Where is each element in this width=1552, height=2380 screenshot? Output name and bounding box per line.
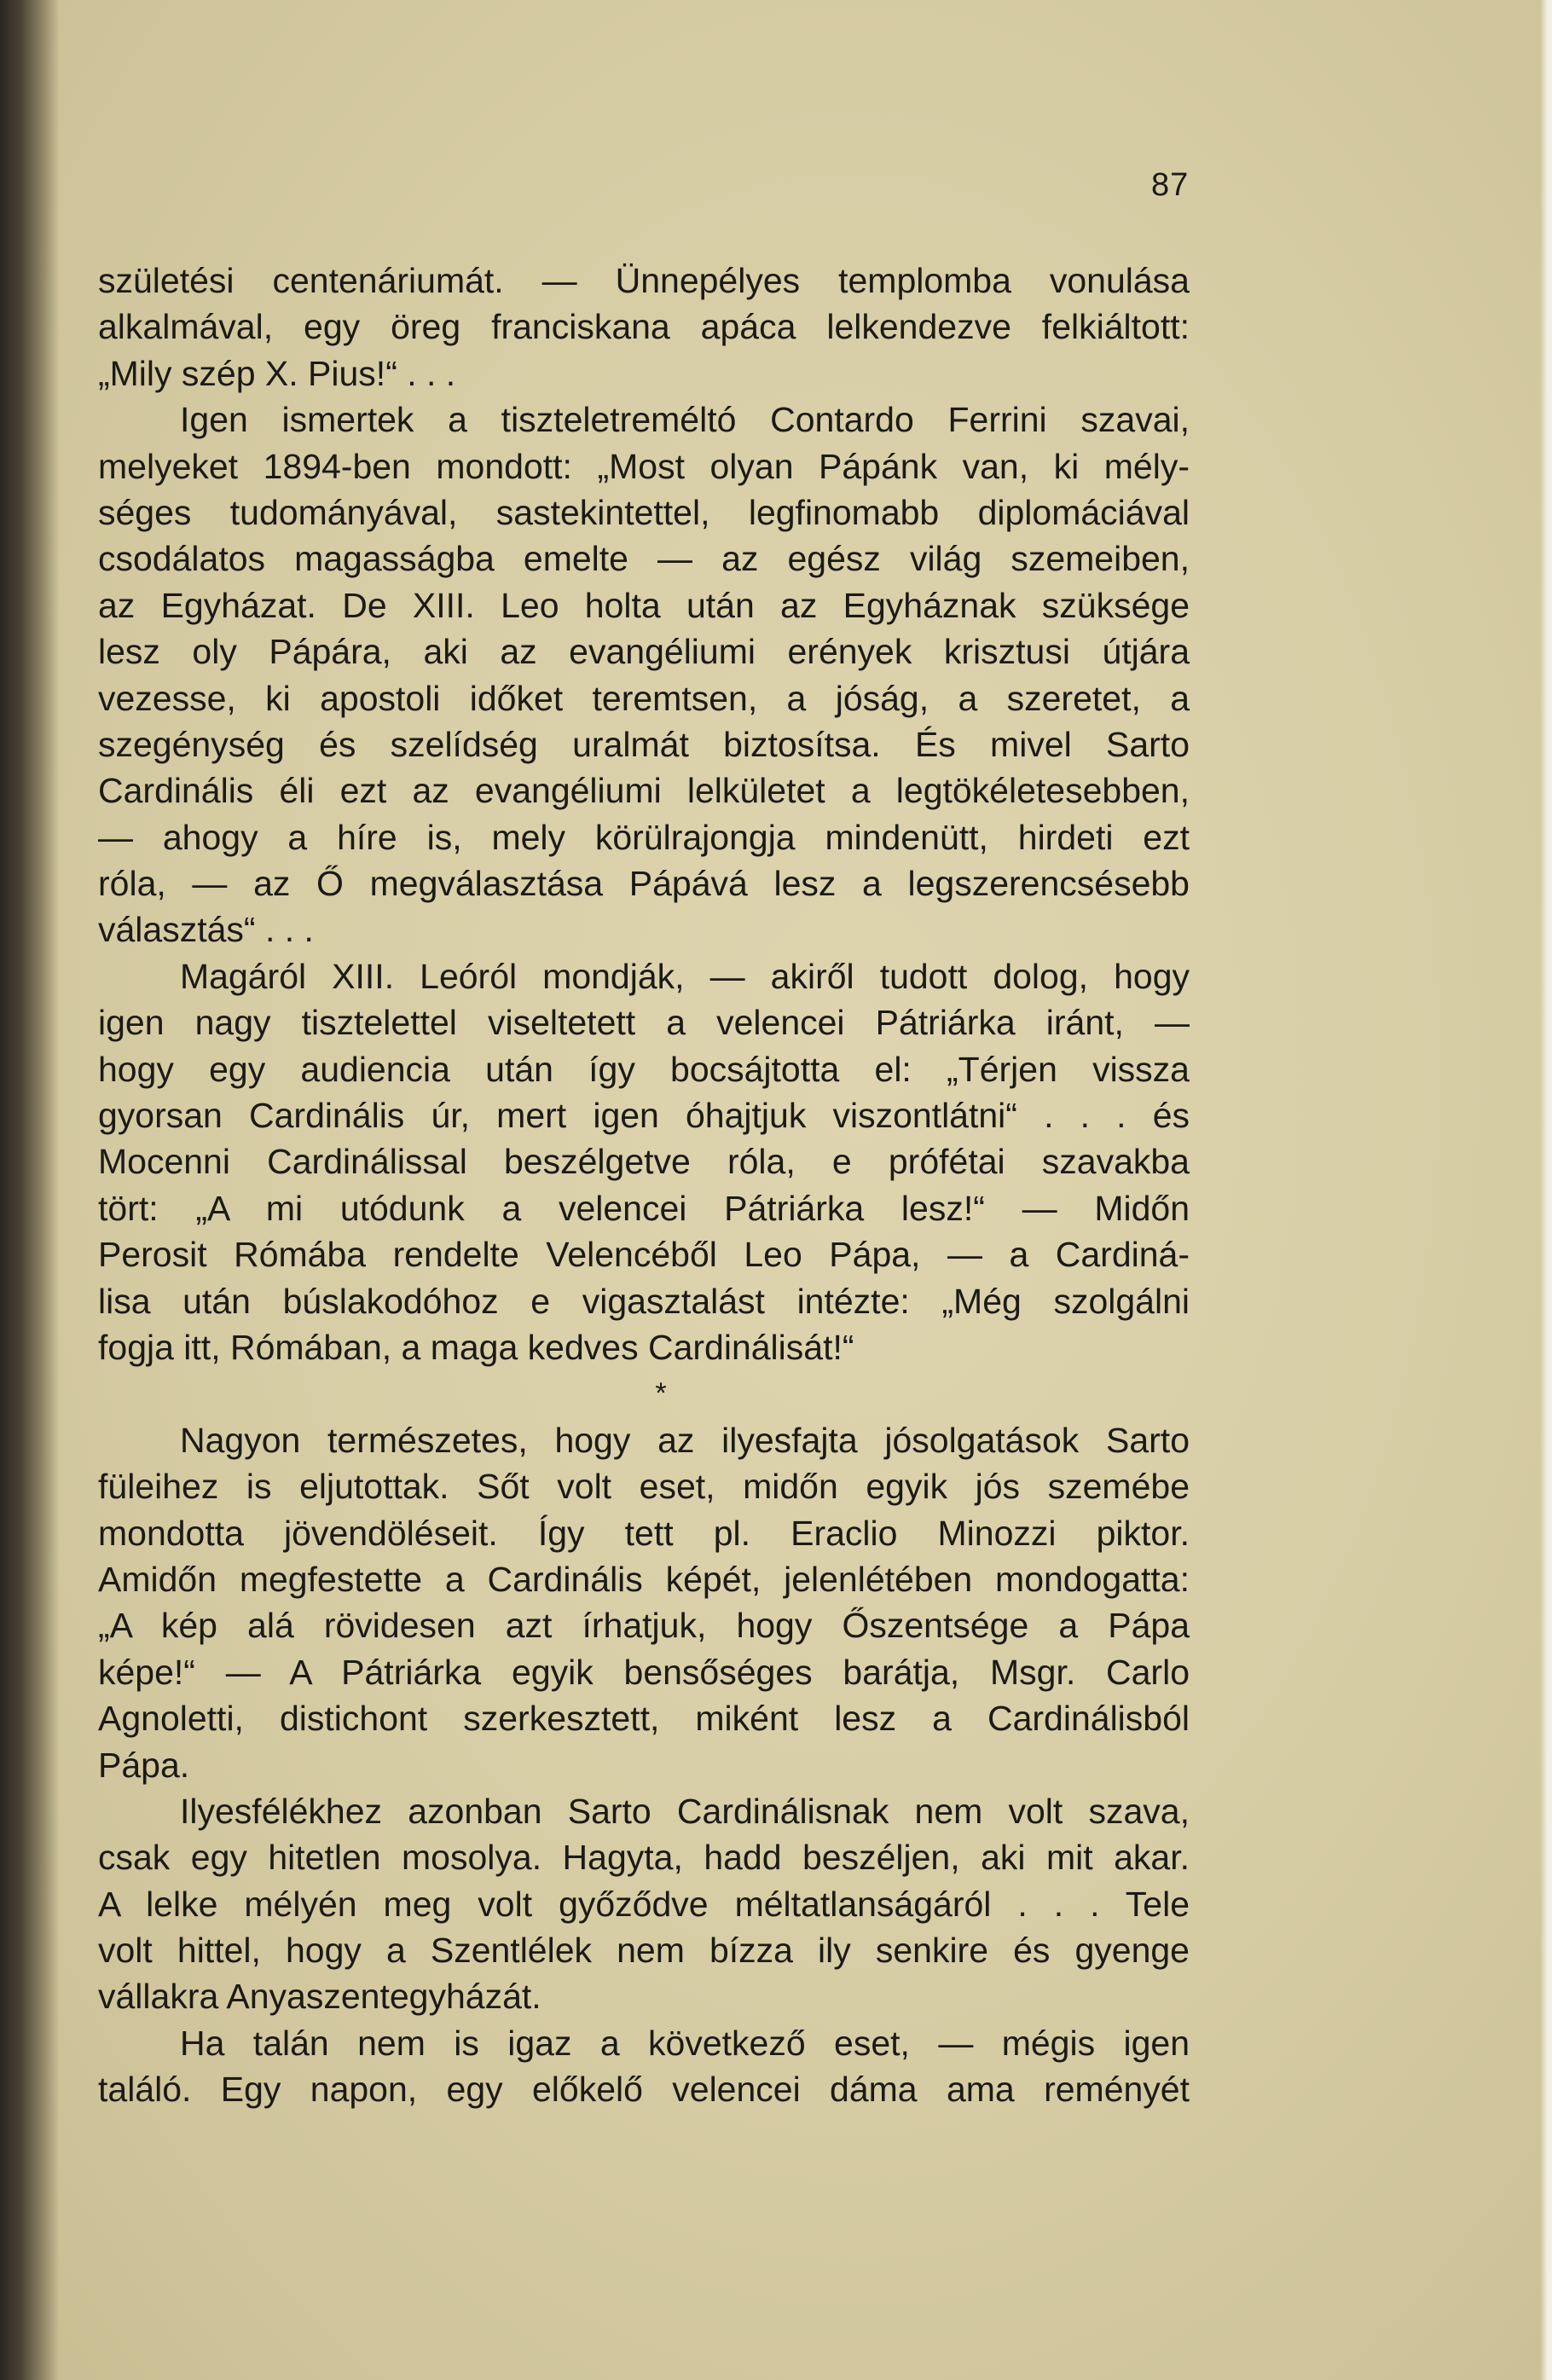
text-line: születési centenáriumát. — Ünnepélyes templomba vonulása <box>98 261 1190 300</box>
body-text <box>98 258 1190 2113</box>
page-edge <box>1540 0 1552 2380</box>
text-line: Ilyesfélékhez azonban Sarto Cardinálisnak nem volt szava, <box>180 1791 1190 1831</box>
text-line: gyorsan Cardinális úr, mert igen óhajtjuk viszontlátni“ . . . és <box>98 1096 1190 1136</box>
text-line: melyeket 1894-ben mondott: „Most olyan Pápánk van, ki mély- <box>98 446 1190 486</box>
text-line: Amidőn megfestette a Cardinális képét, jelenlétében mondogatta: <box>98 1559 1190 1599</box>
text-line: csak egy hitetlen mosolya. Hagyta, hadd beszéljen, aki mit akar. <box>98 1838 1190 1878</box>
text-line: alkalmával, egy öreg franciskana apáca lelkendezve felkiáltott: <box>98 307 1190 347</box>
text-line: Agnoletti, distichont szerkesztett, miként lesz a Cardinálisból <box>98 1699 1190 1739</box>
text-line: mondotta jövendöléseit. Így tett pl. Eraclio Minozzi piktor. <box>98 1513 1190 1553</box>
text-line: A lelke mélyén meg volt győződve méltatlanságáról . . . Tele <box>98 1884 1190 1924</box>
page-number: 87 <box>1151 167 1190 203</box>
section-separator: * <box>655 1377 667 1410</box>
text-line: fogja itt, Rómában, a maga kedves Cardinálisát!“ <box>98 1327 854 1367</box>
text-line: vállakra Anyaszentegyházát. <box>98 1977 541 2017</box>
text-line: csodálatos magasságba emelte — az egész világ szemeiben, <box>98 539 1190 579</box>
text-line: vezesse, ki apostoli időket teremtsen, a jóság, a szeretet, a <box>98 678 1190 718</box>
text-line: „A kép alá rövidesen azt írhatjuk, hogy Őszentsége a Pápa <box>98 1606 1190 1646</box>
text-line: Magáról XIII. Leóról mondják, — akiről tudott dolog, hogy <box>180 956 1190 996</box>
text-line: „Mily szép X. Pius!“ . . . <box>98 353 456 393</box>
text-line: találó. Egy napon, egy előkelő velencei dáma ama reményét <box>98 2070 1190 2110</box>
text-line: Igen ismertek a tiszteletreméltó Contardo Ferrini szavai, <box>180 400 1190 440</box>
text-line: igen nagy tisztelettel viseltetett a velencei Pátriárka iránt, — <box>98 1003 1190 1043</box>
text-line: lisa után búslakodóhoz e vigasztalást intézte: „Még szolgálni <box>98 1281 1190 1321</box>
text-line: képe!“ — A Pátriárka egyik bensőséges barátja, Msgr. Carlo <box>98 1652 1190 1692</box>
page-binding-shadow <box>0 0 60 2380</box>
text-line: séges tudományával, sastekintettel, legfinomabb diplomáciával <box>98 492 1190 532</box>
text-line: Cardinális éli ezt az evangéliumi lelkületet a legtökéletesebben, <box>98 771 1190 811</box>
text-line: szegénység és szelídség uralmát biztosítsa. És mivel Sarto <box>98 724 1190 764</box>
text-line: lesz oly Pápára, aki az evangéliumi erények krisztusi útjára <box>98 632 1190 672</box>
text-line: tört: „A mi utódunk a velencei Pátriárka lesz!“ — Midőn <box>98 1188 1190 1228</box>
text-line: Pápa. <box>98 1745 190 1785</box>
text-line: Nagyon természetes, hogy az ilyesfajta jósolgatások Sarto <box>180 1420 1190 1460</box>
text-line: választás“ . . . <box>98 910 314 950</box>
text-line: az Egyházat. De XIII. Leo holta után az Egyháznak szüksége <box>98 585 1190 625</box>
text-line: hogy egy audiencia után így bocsájtotta el: „Térjen vissza <box>98 1049 1190 1089</box>
text-line: füleihez is eljutottak. Sőt volt eset, midőn egyik jós szemébe <box>98 1467 1190 1507</box>
text-line: Ha talán nem is igaz a következő eset, — mégis igen <box>180 2023 1190 2063</box>
text-line: Perosit Rómába rendelte Velencéből Leo Pápa, — a Cardiná- <box>98 1235 1190 1275</box>
text-line: volt hittel, hogy a Szentlélek nem bízza ily senkire és gyenge <box>98 1931 1190 1971</box>
text-line: — ahogy a híre is, mely körülrajongja mindenütt, hirdeti ezt <box>98 817 1190 857</box>
text-line: Mocenni Cardinálissal beszélgetve róla, e prófétai szavakba <box>98 1142 1190 1182</box>
text-line: róla, — az Ő megválasztása Pápává lesz a legszerencsésebb <box>98 864 1190 904</box>
